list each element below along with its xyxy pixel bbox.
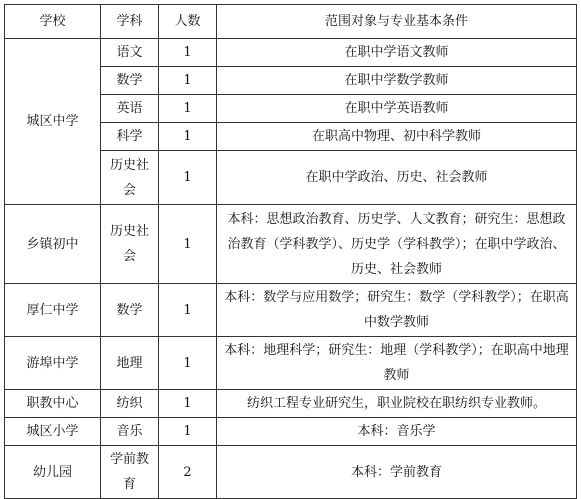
subject-cell: 纺织 xyxy=(101,390,159,418)
count-cell: 2 xyxy=(159,446,217,499)
conditions-cell: 本科：地理科学；研究生：地理（学科教学）；在职高中地理教师 xyxy=(217,337,577,390)
table-row xyxy=(5,390,577,418)
subject-cell: 地理 xyxy=(101,337,159,390)
header-conditions: 范围对象与专业基本条件 xyxy=(217,5,577,39)
conditions-cell: 在职中学语文教师 xyxy=(217,39,577,67)
count-cell: 1 xyxy=(159,95,217,123)
conditions-cell: 在职中学数学教师 xyxy=(217,67,577,95)
table-row xyxy=(5,284,577,337)
school-cell: 城区小学 xyxy=(5,418,101,446)
conditions-cell: 本科：学前教育 xyxy=(217,446,577,499)
count-cell: 1 xyxy=(159,67,217,95)
header-row xyxy=(5,5,577,39)
school-cell: 游埠中学 xyxy=(5,337,101,390)
subject-cell: 数学 xyxy=(101,67,159,95)
count-cell: 1 xyxy=(159,390,217,418)
count-cell: 1 xyxy=(159,151,217,205)
count-cell: 1 xyxy=(159,39,217,67)
count-cell: 1 xyxy=(159,205,217,284)
table-row xyxy=(5,418,577,446)
school-cell: 城区中学 xyxy=(5,39,101,205)
conditions-cell: 本科：音乐学 xyxy=(217,418,577,446)
table-row xyxy=(5,39,577,67)
school-cell: 厚仁中学 xyxy=(5,284,101,337)
subject-cell: 语文 xyxy=(101,39,159,67)
conditions-cell: 在职高中物理、初中科学教师 xyxy=(217,123,577,151)
school-cell: 乡镇初中 xyxy=(5,205,101,284)
conditions-cell: 本科：思想政治教育、历史学、人文教育；研究生：思想政治教育（学科教学）、历史学（学科教学）；在职中学政治、历史、社会教师 xyxy=(217,205,577,284)
subject-cell: 学前教育 xyxy=(101,446,159,499)
school-cell: 职教中心 xyxy=(5,390,101,418)
conditions-cell: 纺织工程专业研究生，职业院校在职纺织专业教师。 xyxy=(217,390,577,418)
conditions-cell: 本科：数学与应用数学；研究生：数学（学科教学）；在职高中数学教师 xyxy=(217,284,577,337)
recruitment-table xyxy=(4,4,577,499)
count-cell: 1 xyxy=(159,123,217,151)
count-cell: 1 xyxy=(159,418,217,446)
table-row xyxy=(5,337,577,390)
table-row xyxy=(5,205,577,284)
table-row xyxy=(5,446,577,499)
subject-cell: 英语 xyxy=(101,95,159,123)
subject-cell: 科学 xyxy=(101,123,159,151)
conditions-cell: 在职中学政治、历史、社会教师 xyxy=(217,151,577,205)
header-subject: 学科 xyxy=(101,5,159,39)
count-cell: 1 xyxy=(159,337,217,390)
subject-cell: 历史社会 xyxy=(101,151,159,205)
school-cell: 幼儿园 xyxy=(5,446,101,499)
count-cell: 1 xyxy=(159,284,217,337)
subject-cell: 音乐 xyxy=(101,418,159,446)
subject-cell: 历史社会 xyxy=(101,205,159,284)
header-count: 人数 xyxy=(159,5,217,39)
header-school: 学校 xyxy=(5,5,101,39)
subject-cell: 数学 xyxy=(101,284,159,337)
conditions-cell: 在职中学英语教师 xyxy=(217,95,577,123)
